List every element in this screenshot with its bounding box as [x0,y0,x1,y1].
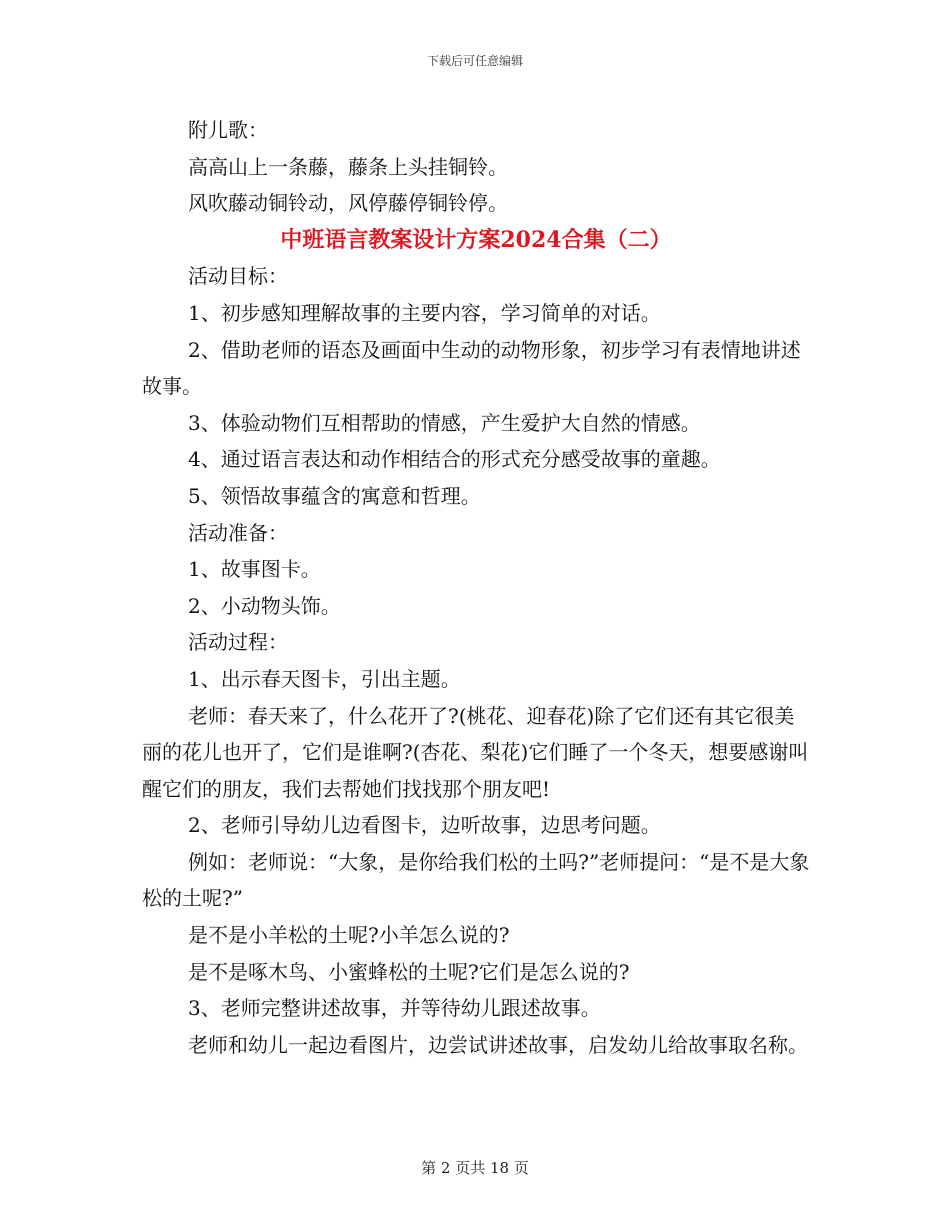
paragraph: 活动过程： [188,630,288,655]
paragraph: 附儿歌： [188,118,268,142]
document-body [142,112,810,1063]
paragraph: 老师和幼儿一起边看图片，边尝试讲述故事，启发幼儿给故事取名称。 [188,1032,808,1057]
paragraph: 3、老师完整讲述故事，并等待幼儿跟述故事。 [188,996,601,1021]
paragraph: 5、领悟故事蕴含的寓意和哲理。 [188,483,481,508]
paragraph: 活动准备： [188,520,288,545]
paragraph: 风吹藤动铜铃动，风停藤停铜铃停。 [188,191,508,216]
paragraph: 1、故事图卡。 [188,557,321,582]
paragraph: 活动目标： [188,264,288,289]
paragraph: 2、借助老师的语态及画面中生动的动物形象，初步学习有表情地讲述故事。 [142,337,801,399]
paragraph: 2、老师引导幼儿边看图卡，边听故事，边思考问题。 [188,813,661,838]
paragraph: 例如：老师说：“大象，是你给我们松的土吗?”老师提问：“是不是大象松的土呢?” [142,849,810,911]
paragraph: 1、出示春天图卡，引出主题。 [188,666,461,691]
section-title: 中班语言教案设计方案2024合集（二） [280,226,672,253]
paragraph: 4、通过语言表达和动作相结合的形式充分感受故事的童趣。 [188,447,721,472]
paragraph: 1、初步感知理解故事的主要内容，学习简单的对话。 [188,300,661,325]
paragraph: 老师：春天来了，什么花开了?(桃花、迎春花)除了它们还有其它很美丽的花儿也开了，它们是谁啊?(杏花、梨花)它们睡了一个冬天，想要感谢叫醒它们的朋友，我们去帮她们找找那个朋友吧! [142,703,809,801]
paragraph: 3、体验动物们互相帮助的情感，产生爱护大自然的情感。 [188,410,701,435]
paragraph: 是不是小羊松的土呢?小羊怎么说的? [188,923,510,948]
paragraph: 高高山上一条藤，藤条上头挂铜铃。 [188,154,508,179]
paragraph: 是不是啄木鸟、小蜜蜂松的土呢?它们是怎么说的? [188,959,630,984]
page-footer: 第 2 页共 18 页 [421,1159,529,1177]
page-header: 下载后可任意编辑 [426,54,523,68]
paragraph: 2、小动物头饰。 [188,593,341,618]
